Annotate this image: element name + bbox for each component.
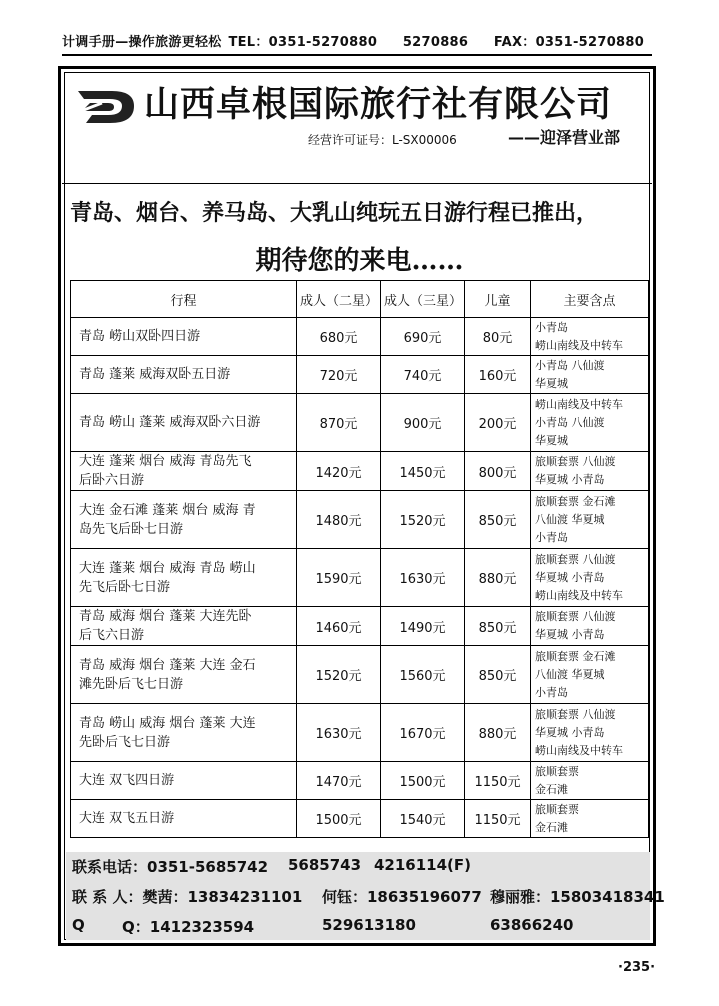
company-header xyxy=(70,77,644,181)
route-line: 大连 蓬莱 烟台 威海 青岛 崂山 xyxy=(79,560,256,576)
includes-cell xyxy=(531,549,649,607)
price-adult-3star: 1630元 xyxy=(381,549,465,607)
company-logo-icon xyxy=(72,79,140,131)
table-row xyxy=(71,318,649,356)
price-adult-2star: 1420元 xyxy=(297,452,381,491)
header-adult-3star: 成人（三星） xyxy=(381,281,465,318)
route-cell xyxy=(71,607,297,646)
include-item: 旅顺套票 金石滩 xyxy=(535,494,616,508)
include-item: 华夏城 小青岛 xyxy=(535,570,605,584)
price-adult-2star: 680元 xyxy=(297,318,381,356)
tel: TEL：0351-5270880 xyxy=(228,35,378,50)
header-divider xyxy=(62,183,652,184)
route-line: 先飞后卧七日游 xyxy=(79,579,171,595)
price-adult-3star: 900元 xyxy=(381,394,465,452)
route-cell xyxy=(71,549,297,607)
price-adult-2star: 1590元 xyxy=(297,549,381,607)
route-line: 青岛 崂山双卧四日游 xyxy=(79,329,201,344)
route-cell xyxy=(71,704,297,762)
contact-person-3: 穆丽雅：15803418341 xyxy=(490,888,665,906)
route-cell xyxy=(71,452,297,491)
include-item: 小青岛 xyxy=(535,530,568,544)
table-header-row xyxy=(71,281,649,318)
price-child: 80元 xyxy=(465,318,531,356)
contact-person-2: 何钰：18635196077 xyxy=(322,888,482,906)
slogan: 计调手册—操作旅游更轻松 xyxy=(62,35,222,50)
page-number: ·235· xyxy=(618,960,656,975)
license-number: 经营许可证号：L-SX00006 xyxy=(308,133,457,147)
qq-2: 529613180 xyxy=(322,916,416,934)
phone-fax: 4216114(F) xyxy=(374,856,472,874)
includes-cell xyxy=(531,762,649,800)
header-adult-2star: 成人（二星） xyxy=(297,281,381,318)
includes-cell xyxy=(531,452,649,491)
price-child: 880元 xyxy=(465,549,531,607)
phone-main: 联系电话：0351-5685742 xyxy=(72,858,269,876)
table-row xyxy=(71,607,649,646)
route-cell xyxy=(71,356,297,394)
price-child: 800元 xyxy=(465,452,531,491)
table-row xyxy=(71,452,649,491)
include-item: 旅顺套票 八仙渡 xyxy=(535,552,616,566)
include-item: 崂山南线及中转车 xyxy=(535,743,623,757)
include-item: 华夏城 小青岛 xyxy=(535,473,605,486)
price-child: 200元 xyxy=(465,394,531,452)
table-row xyxy=(71,762,649,800)
route-cell xyxy=(71,491,297,549)
price-adult-3star: 1670元 xyxy=(381,704,465,762)
table-row xyxy=(71,394,649,452)
fax: FAX：0351-5270880 xyxy=(493,35,645,50)
qq-1: Q：1412323594 xyxy=(122,918,255,936)
price-adult-3star: 1540元 xyxy=(381,800,465,838)
price-adult-3star: 1490元 xyxy=(381,607,465,646)
includes-cell xyxy=(531,394,649,452)
price-child: 1150元 xyxy=(465,762,531,800)
include-item: 旅顺套票 八仙渡 xyxy=(535,707,616,721)
route-cell xyxy=(71,394,297,452)
route-line: 先卧后飞七日游 xyxy=(79,734,171,750)
price-child: 850元 xyxy=(465,607,531,646)
price-adult-2star: 870元 xyxy=(297,394,381,452)
route-cell xyxy=(71,800,297,838)
table-row xyxy=(71,704,649,762)
table-row xyxy=(71,491,649,549)
include-item: 旅顺套票 八仙渡 xyxy=(535,455,616,468)
includes-cell xyxy=(531,704,649,762)
table-row xyxy=(71,356,649,394)
route-cell xyxy=(71,762,297,800)
contact-block xyxy=(66,852,665,940)
route-line: 青岛 威海 烟台 蓬莱 大连 金石 xyxy=(79,657,256,673)
contact-person-1: 联 系 人：樊茜：13834231101 xyxy=(72,888,303,906)
branch-name: ——迎泽营业部 xyxy=(508,128,621,147)
price-adult-3star: 1520元 xyxy=(381,491,465,549)
header-child: 儿童 xyxy=(465,281,531,318)
include-item: 八仙渡 华夏城 xyxy=(535,512,605,526)
tel-extra: 5270886 xyxy=(402,35,469,50)
price-adult-2star: 1630元 xyxy=(297,704,381,762)
price-child: 850元 xyxy=(465,491,531,549)
price-adult-3star: 1560元 xyxy=(381,646,465,704)
route-cell xyxy=(71,646,297,704)
include-item: 华夏城 小青岛 xyxy=(535,628,605,641)
include-item: 华夏城 小青岛 xyxy=(535,725,605,739)
price-adult-3star: 1500元 xyxy=(381,762,465,800)
include-item: 小青岛 xyxy=(535,685,568,699)
route-line: 岛先飞后卧七日游 xyxy=(79,521,184,537)
table-row xyxy=(71,800,649,838)
price-adult-2star: 720元 xyxy=(297,356,381,394)
price-adult-3star: 740元 xyxy=(381,356,465,394)
header-includes: 主要含点 xyxy=(531,281,649,318)
route-line: 滩先卧后飞七日游 xyxy=(79,676,184,692)
includes-cell xyxy=(531,356,649,394)
price-child: 160元 xyxy=(465,356,531,394)
include-item: 崂山南线及中转车 xyxy=(535,397,623,411)
route-cell xyxy=(71,318,297,356)
include-item: 旅顺套票 八仙渡 xyxy=(535,610,616,623)
price-child: 880元 xyxy=(465,704,531,762)
include-item: 华夏城 xyxy=(535,433,568,447)
price-adult-3star: 690元 xyxy=(381,318,465,356)
route-line: 青岛 崂山 蓬莱 威海双卧六日游 xyxy=(79,415,261,430)
headline-line-2: 期待您的来电…… xyxy=(255,246,464,276)
company-name: 山西卓根国际旅行社有限公司 xyxy=(144,84,613,125)
includes-cell xyxy=(531,318,649,356)
include-item: 小青岛 八仙渡 xyxy=(535,358,605,372)
price-child: 850元 xyxy=(465,646,531,704)
headline-line-1: 青岛、烟台、养马岛、大乳山纯玩五日游行程已推出， xyxy=(70,200,599,226)
price-adult-2star: 1470元 xyxy=(297,762,381,800)
route-line: 大连 双飞四日游 xyxy=(79,773,175,788)
price-adult-2star: 1520元 xyxy=(297,646,381,704)
includes-cell xyxy=(531,607,649,646)
top-info-bar xyxy=(62,34,652,56)
include-item: 旅顺套票 金石滩 xyxy=(535,649,616,663)
route-line: 青岛 威海 烟台 蓬莱 大连先卧 xyxy=(79,609,252,624)
price-adult-2star: 1460元 xyxy=(297,607,381,646)
include-item: 八仙渡 华夏城 xyxy=(535,667,605,681)
include-item: 华夏城 xyxy=(535,376,568,390)
price-adult-3star: 1450元 xyxy=(381,452,465,491)
route-line: 大连 双飞五日游 xyxy=(79,811,175,826)
include-item: 金石滩 xyxy=(535,820,568,834)
route-line: 青岛 蓬莱 威海双卧五日游 xyxy=(79,367,231,382)
route-line: 大连 蓬莱 烟台 威海 青岛先飞 xyxy=(79,454,252,469)
include-item: 小青岛 xyxy=(535,320,568,334)
includes-cell xyxy=(531,646,649,704)
include-item: 旅顺套票 xyxy=(535,802,579,816)
header-route: 行程 xyxy=(71,281,297,318)
includes-cell xyxy=(531,800,649,838)
include-item: 旅顺套票 xyxy=(535,764,579,778)
price-adult-2star: 1480元 xyxy=(297,491,381,549)
table-row xyxy=(71,549,649,607)
qq-3: 63866240 xyxy=(490,916,574,934)
include-item: 小青岛 八仙渡 xyxy=(535,415,605,429)
table-row xyxy=(71,646,649,704)
include-item: 崂山南线及中转车 xyxy=(535,338,623,352)
includes-cell xyxy=(531,491,649,549)
qq-prefix: Q xyxy=(72,916,85,934)
price-child: 1150元 xyxy=(465,800,531,838)
route-line: 大连 金石滩 蓬莱 烟台 威海 青 xyxy=(79,502,256,518)
route-line: 后卧六日游 xyxy=(79,473,145,488)
route-line: 青岛 崂山 威海 烟台 蓬莱 大连 xyxy=(79,715,256,731)
route-line: 后飞六日游 xyxy=(79,628,145,643)
itinerary-table xyxy=(70,280,649,838)
phone-2: 5685743 xyxy=(288,856,362,874)
include-item: 金石滩 xyxy=(535,782,568,796)
price-adult-2star: 1500元 xyxy=(297,800,381,838)
include-item: 崂山南线及中转车 xyxy=(535,588,623,602)
